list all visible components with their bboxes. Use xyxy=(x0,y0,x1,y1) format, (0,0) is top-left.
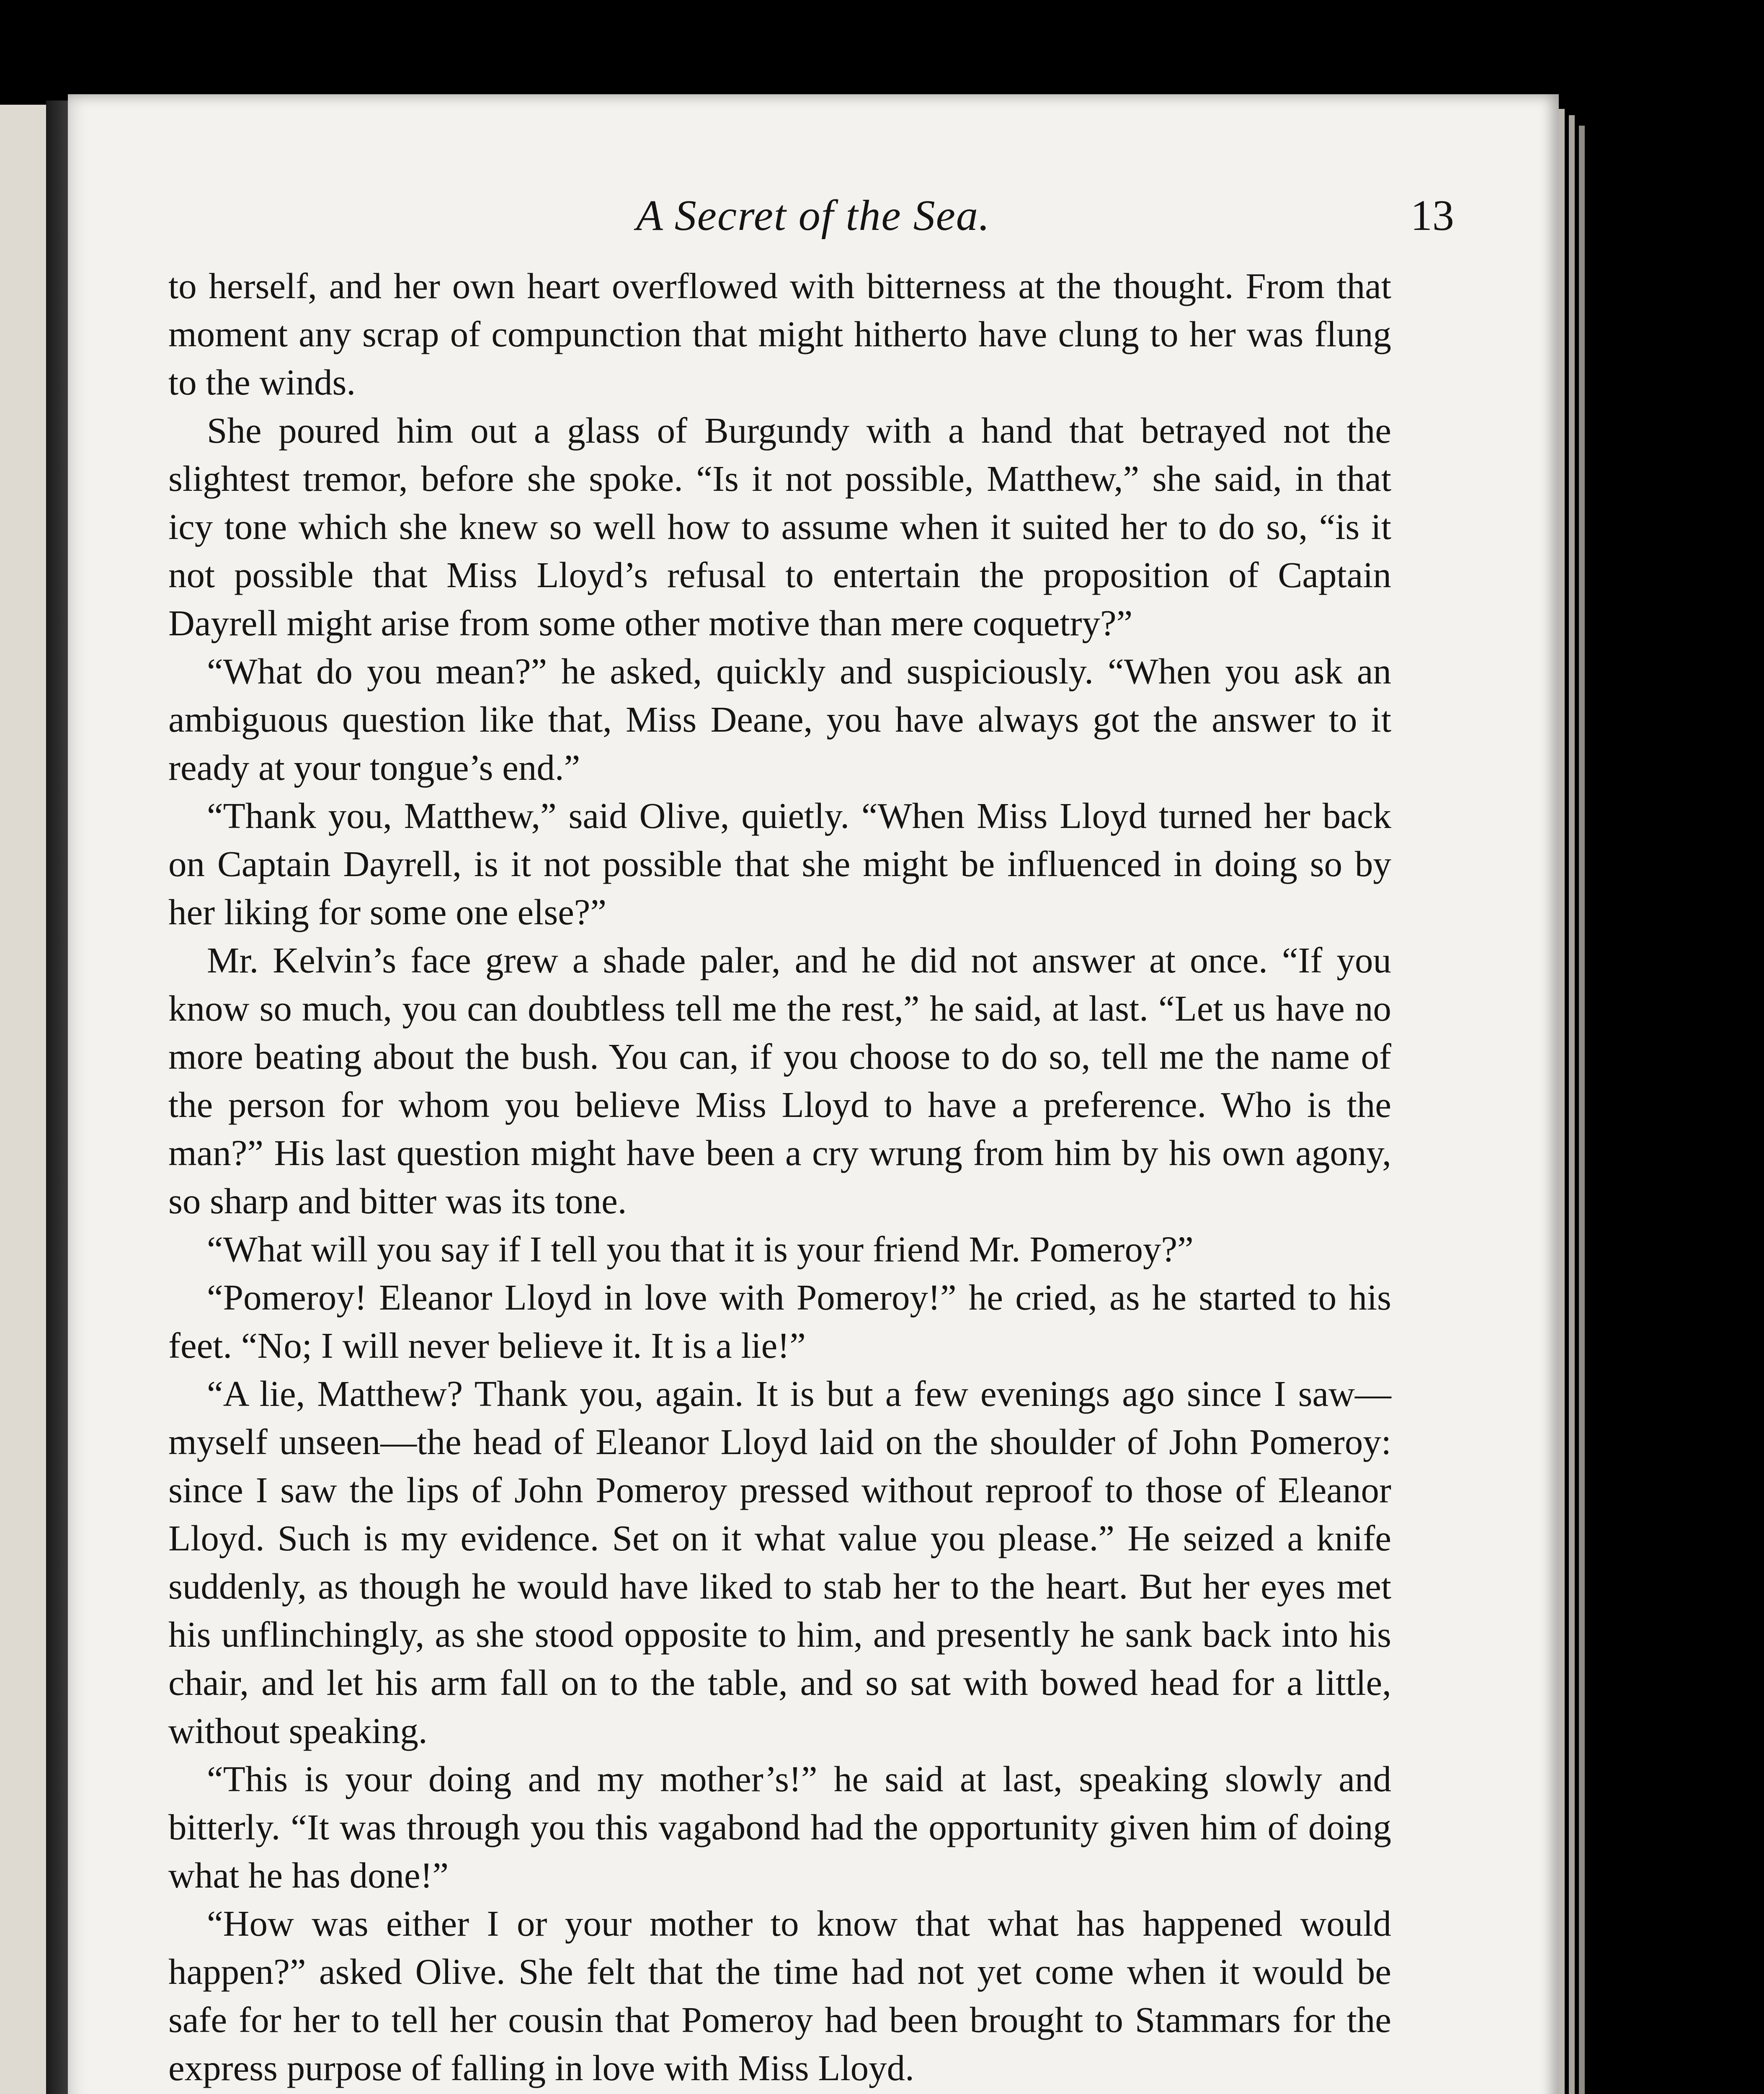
page-stack-edge xyxy=(1579,126,1585,2094)
page-number: 13 xyxy=(1411,191,1454,240)
paragraph: Mr. Kelvin’s face grew a shade paler, and he did not answer at once. “If you know so much, you can doubtless tell me the rest,” he said, at last. “Let us have no more beating about the bush. You can, if you choose to do so, tell me the name of the person for whom you believe Miss Lloyd to have a preference. Who is the man?” His last question might have been a cry wrung from him by his own agony, so sharp and bitter was its tone. xyxy=(168,940,1391,1221)
previous-page-edge xyxy=(0,105,49,2094)
paragraph: “What do you mean?” he asked, quickly and suspiciously. “When you ask an ambiguous question like that, Miss Deane, you have always got the answer to it ready at your tongue’s end.” xyxy=(168,651,1391,788)
paragraph xyxy=(168,2092,1391,2094)
paragraph: “Thank you, Matthew,” said Olive, quietly. “When Miss Lloyd turned her back on Captain Dayrell, is it not possible that she might be influenced in doing so by her liking for some one else?” xyxy=(168,795,1391,932)
book-gutter xyxy=(46,101,68,2094)
running-title: A Secret of the Sea. xyxy=(636,191,990,240)
book-page xyxy=(68,94,1559,2094)
paragraph: “What will you say if I tell you that it is your friend Mr. Pomeroy?” xyxy=(207,1229,1194,1269)
page-stack-edge xyxy=(1569,115,1575,2094)
paragraph: “Pomeroy! Eleanor Lloyd in love with Pomeroy!” he cried, as he started to his feet. “No; I will never believe it. It is a lie!” xyxy=(168,1277,1391,1366)
paragraph: She poured him out a glass of Burgundy with a hand that betrayed not the slightest tremor, before she spoke. “Is it not possible, Matthew,” she said, in that icy tone which she knew so well how to assume when it suited her to do so, “is it not possible that Miss Lloyd’s refusal to entertain the proposition of Captain Dayrell might arise from some other motive than mere coquetry?” xyxy=(168,410,1391,643)
paragraph: “How was either I or your mother to know that what has happened would happen?” asked Olive. She felt that the time had not yet come when it would be safe for her to tell her cousin that Pomeroy had been brought to Stammars for the express purpose of falling in love with Miss Lloyd. xyxy=(168,1903,1391,2088)
body-text xyxy=(168,262,1391,2094)
page-stack-edge xyxy=(1559,109,1565,2094)
running-head xyxy=(68,191,1559,258)
paragraph: “A lie, Matthew? Thank you, again. It is but a few evenings ago since I saw—myself unseen—the head of Eleanor Lloyd laid on the shoulder of John Pomeroy: since I saw the lips of John Pomeroy pressed without reproof to those of Eleanor Lloyd. Such is my evidence. Set on it what value you please.” He seized a knife suddenly, as though he would have liked to stab her to the heart. But her eyes met his unflinchingly, as she stood opposite to him, and presently he sank back into his chair, and let his arm fall on to the table, and so sat with bowed head for a little, without speaking. xyxy=(168,1373,1391,1751)
paragraph: “This is your doing and my mother’s!” he said at last, speaking slowly and bitterly. “It was through you this vagabond had the opportunity given him of doing what he has done!” xyxy=(168,1759,1391,1895)
paragraph: to herself, and her own heart overflowed with bitterness at the thought. From that moment any scrap of compunction that might hitherto have clung to her was flung to the winds. xyxy=(168,266,1391,402)
